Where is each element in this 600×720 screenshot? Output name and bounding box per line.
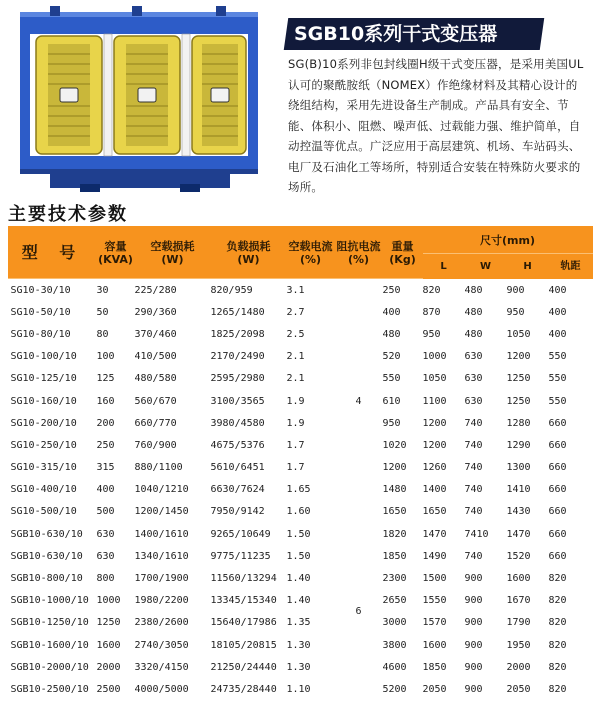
cell-model: SG10-250/10 xyxy=(10,439,77,451)
cell-no-load-loss: 3320/4150 xyxy=(134,661,189,673)
col-weight-unit: (Kg) xyxy=(389,252,416,266)
table-row xyxy=(9,434,593,456)
cell-no-load-current: 2.1 xyxy=(286,373,305,385)
col-weight-label: 重量 xyxy=(391,239,414,253)
cell-no-load-current: 1.9 xyxy=(286,417,305,429)
cell-dim-w: 900 xyxy=(464,573,483,585)
col-load-loss-unit: (W) xyxy=(237,252,260,266)
cell-dim-rail: 660 xyxy=(548,484,567,496)
cell-load-loss: 15640/17986 xyxy=(210,617,277,629)
cell-dim-w: 740 xyxy=(464,550,483,562)
cell-capacity: 400 xyxy=(96,484,115,496)
cell-weight: 5200 xyxy=(382,683,407,695)
cell-load-loss: 24735/28440 xyxy=(210,683,277,695)
cell-model: SGB10-2000/10 xyxy=(10,661,89,673)
cell-model: SGB10-1000/10 xyxy=(10,595,89,607)
cell-dim-l: 1200 xyxy=(422,439,447,451)
cell-capacity: 100 xyxy=(96,351,115,363)
cell-capacity: 1600 xyxy=(96,639,121,651)
cell-dim-rail: 550 xyxy=(548,351,567,363)
cell-weight: 4600 xyxy=(382,661,407,673)
cell-weight: 520 xyxy=(382,351,401,363)
table-row xyxy=(9,301,593,323)
col-model: 型 号 xyxy=(9,227,97,279)
transformer-photo xyxy=(10,6,268,192)
cell-dim-h: 1410 xyxy=(506,484,531,496)
cell-dim-l: 1850 xyxy=(422,661,447,673)
cell-model: SGB10-630/10 xyxy=(10,550,83,562)
cell-no-load-loss: 370/460 xyxy=(134,328,177,340)
table-row xyxy=(9,612,593,634)
cell-weight: 1820 xyxy=(382,528,407,540)
cell-dim-rail: 820 xyxy=(548,595,567,607)
cell-model: SG10-50/10 xyxy=(10,306,71,318)
cell-dim-rail: 550 xyxy=(548,395,567,407)
cell-dim-h: 1670 xyxy=(506,595,531,607)
cell-model: SG10-125/10 xyxy=(10,373,77,385)
cell-no-load-loss: 1040/1210 xyxy=(134,484,189,496)
col-no-load-current-label: 空载电流 xyxy=(288,239,333,253)
cell-no-load-current: 1.10 xyxy=(286,683,311,695)
cell-dim-rail: 400 xyxy=(548,306,567,318)
cell-dim-rail: 820 xyxy=(548,617,567,629)
cell-impedance: 6 xyxy=(355,606,362,618)
cell-dim-w: 7410 xyxy=(464,528,489,540)
cell-no-load-current: 1.30 xyxy=(286,639,311,651)
cell-dim-rail: 550 xyxy=(548,373,567,385)
cell-dim-w: 480 xyxy=(464,306,483,318)
cell-weight: 480 xyxy=(382,328,401,340)
cell-capacity: 200 xyxy=(96,417,115,429)
cell-no-load-current: 1.9 xyxy=(286,395,305,407)
col-no-load-current xyxy=(287,227,335,279)
cell-model: SG10-400/10 xyxy=(10,484,77,496)
cell-weight: 950 xyxy=(382,417,401,429)
cell-dim-h: 1200 xyxy=(506,351,531,363)
cell-load-loss: 11560/13294 xyxy=(210,573,277,585)
cell-no-load-current: 1.40 xyxy=(286,595,311,607)
cell-dim-l: 1550 xyxy=(422,595,447,607)
cell-dim-w: 900 xyxy=(464,683,483,695)
cell-no-load-loss: 660/770 xyxy=(134,417,177,429)
cell-dim-l: 820 xyxy=(422,284,441,296)
cell-dim-h: 900 xyxy=(506,284,525,296)
cell-no-load-current: 1.30 xyxy=(286,661,311,673)
cell-dim-h: 1250 xyxy=(506,373,531,385)
cell-dim-rail: 660 xyxy=(548,462,567,474)
cell-no-load-loss: 225/280 xyxy=(134,284,177,296)
table-row xyxy=(9,457,593,479)
cell-model: SG10-500/10 xyxy=(10,506,77,518)
cell-weight: 1480 xyxy=(382,484,407,496)
cell-weight: 550 xyxy=(382,373,401,385)
cell-dim-h: 1430 xyxy=(506,506,531,518)
cell-dim-rail: 660 xyxy=(548,506,567,518)
cell-dim-l: 1000 xyxy=(422,351,447,363)
cell-capacity: 2500 xyxy=(96,683,121,695)
cell-dim-h: 1300 xyxy=(506,462,531,474)
cell-dim-l: 1260 xyxy=(422,462,447,474)
cell-no-load-loss: 410/500 xyxy=(134,351,177,363)
cell-model: SG10-315/10 xyxy=(10,462,77,474)
col-no-load-loss xyxy=(135,227,211,279)
col-capacity-unit: (KVA) xyxy=(98,252,133,266)
cell-no-load-loss: 2740/3050 xyxy=(134,639,189,651)
table-row xyxy=(9,412,593,434)
cell-dim-l: 1200 xyxy=(422,417,447,429)
cell-weight: 1200 xyxy=(382,462,407,474)
cell-model: SGB10-800/10 xyxy=(10,573,83,585)
section-title: 主要技术参数 xyxy=(8,204,128,225)
cell-no-load-loss: 4000/5000 xyxy=(134,683,189,695)
cell-model: SGB10-1600/10 xyxy=(10,639,89,651)
cell-capacity: 160 xyxy=(96,395,115,407)
cell-dim-l: 1500 xyxy=(422,573,447,585)
cell-dim-w: 740 xyxy=(464,417,483,429)
cell-weight: 400 xyxy=(382,306,401,318)
cell-impedance: 4 xyxy=(355,395,362,407)
spec-table-header xyxy=(9,227,593,279)
cell-dim-l: 1470 xyxy=(422,528,447,540)
cell-load-loss: 18105/20815 xyxy=(210,639,277,651)
cell-capacity: 315 xyxy=(96,462,115,474)
cell-model: SGB10-1250/10 xyxy=(10,617,89,629)
cell-no-load-loss: 1700/1900 xyxy=(134,573,189,585)
cell-capacity: 30 xyxy=(96,284,109,296)
cell-dim-w: 740 xyxy=(464,506,483,518)
table-row xyxy=(9,678,593,700)
cell-weight: 250 xyxy=(382,284,401,296)
cell-dim-l: 1050 xyxy=(422,373,447,385)
cell-model: SG10-160/10 xyxy=(10,395,77,407)
cell-load-loss: 1825/2098 xyxy=(210,328,265,340)
cell-dim-w: 630 xyxy=(464,395,483,407)
cell-dim-rail: 820 xyxy=(548,573,567,585)
col-capacity xyxy=(97,227,135,279)
table-row xyxy=(9,634,593,656)
cell-dim-h: 1250 xyxy=(506,395,531,407)
cell-load-loss: 3980/4580 xyxy=(210,417,265,429)
col-no-load-loss-unit: (W) xyxy=(161,252,184,266)
cell-load-loss: 1265/1480 xyxy=(210,306,265,318)
cell-no-load-current: 1.35 xyxy=(286,617,311,629)
cell-no-load-loss: 1400/1610 xyxy=(134,528,189,540)
cell-dim-w: 900 xyxy=(464,639,483,651)
cell-model: SGB10-2500/10 xyxy=(10,683,89,695)
cell-capacity: 1000 xyxy=(96,595,121,607)
cell-dim-l: 1600 xyxy=(422,639,447,651)
cell-dim-rail: 660 xyxy=(548,417,567,429)
cell-no-load-loss: 2380/2600 xyxy=(134,617,189,629)
cell-capacity: 125 xyxy=(96,373,115,385)
cell-no-load-current: 3.1 xyxy=(286,284,305,296)
cell-dim-h: 1790 xyxy=(506,617,531,629)
cell-no-load-current: 1.50 xyxy=(286,550,311,562)
cell-dim-l: 1400 xyxy=(422,484,447,496)
table-row xyxy=(9,479,593,501)
cell-capacity: 2000 xyxy=(96,661,121,673)
cell-no-load-loss: 1980/2200 xyxy=(134,595,189,607)
cell-dim-l: 1100 xyxy=(422,395,447,407)
col-no-load-loss-label: 空载损耗 xyxy=(150,239,195,253)
cell-no-load-loss: 290/360 xyxy=(134,306,177,318)
cell-weight: 2650 xyxy=(382,595,407,607)
table-row xyxy=(9,567,593,589)
cell-no-load-current: 1.40 xyxy=(286,573,311,585)
cell-no-load-loss: 1200/1450 xyxy=(134,506,189,518)
cell-dim-l: 950 xyxy=(422,328,441,340)
cell-no-load-current: 1.7 xyxy=(286,439,305,451)
cell-no-load-current: 2.5 xyxy=(286,328,305,340)
cell-load-loss: 820/959 xyxy=(210,284,253,296)
col-impedance-unit: (%) xyxy=(347,252,370,266)
cell-no-load-loss: 880/1100 xyxy=(134,462,183,474)
cell-capacity: 630 xyxy=(96,550,115,562)
table-row xyxy=(9,590,593,612)
cell-dim-l: 1650 xyxy=(422,506,447,518)
cell-model: SG10-200/10 xyxy=(10,417,77,429)
cell-no-load-loss: 760/900 xyxy=(134,439,177,451)
cell-load-loss: 5610/6451 xyxy=(210,462,265,474)
cell-dim-h: 1520 xyxy=(506,550,531,562)
cell-weight: 1850 xyxy=(382,550,407,562)
cell-dim-l: 870 xyxy=(422,306,441,318)
cell-dim-w: 740 xyxy=(464,484,483,496)
spec-table xyxy=(8,226,593,701)
cell-load-loss: 2595/2980 xyxy=(210,373,265,385)
spec-table-body xyxy=(9,279,593,701)
cell-load-loss: 7950/9142 xyxy=(210,506,265,518)
cell-dim-rail: 820 xyxy=(548,639,567,651)
cell-no-load-loss: 560/670 xyxy=(134,395,177,407)
cell-no-load-current: 1.65 xyxy=(286,484,311,496)
cell-load-loss: 3100/3565 xyxy=(210,395,265,407)
product-title: SGB10系列干式变压器 xyxy=(294,23,498,45)
table-row xyxy=(9,346,593,368)
cell-dim-w: 480 xyxy=(464,328,483,340)
cell-load-loss: 4675/5376 xyxy=(210,439,265,451)
cell-dim-w: 900 xyxy=(464,661,483,673)
col-weight xyxy=(383,227,423,279)
table-row xyxy=(9,390,593,412)
table-row xyxy=(9,279,593,302)
col-dim-rail: 轨距 xyxy=(549,254,593,279)
cell-dim-h: 950 xyxy=(506,306,525,318)
col-dim-h: H xyxy=(507,254,549,279)
cell-dim-rail: 660 xyxy=(548,439,567,451)
cell-weight: 1020 xyxy=(382,439,407,451)
col-dim-l: L xyxy=(423,254,465,279)
cell-dim-h: 2050 xyxy=(506,683,531,695)
cell-weight: 1650 xyxy=(382,506,407,518)
hero-section xyxy=(0,0,600,200)
cell-load-loss: 21250/24440 xyxy=(210,661,277,673)
cell-capacity: 500 xyxy=(96,506,115,518)
cell-capacity: 250 xyxy=(96,439,115,451)
cell-dim-w: 900 xyxy=(464,617,483,629)
cell-no-load-current: 1.50 xyxy=(286,528,311,540)
cell-capacity: 1250 xyxy=(96,617,121,629)
col-dimensions: 尺寸(mm) xyxy=(423,227,593,254)
cell-no-load-loss: 1340/1610 xyxy=(134,550,189,562)
col-impedance-label: 阻抗电流 xyxy=(336,239,381,253)
cell-dim-w: 630 xyxy=(464,351,483,363)
product-description: SG(B)10系列非包封线圈H级干式变压器，是采用美国UL认可的聚酰胺纸（NOMEX）作绝缘材料及其精心设计的绕组结构，采用先进设备生产制成。产品具有安全、节能、体积小、阻燃、噪声低、过载能力强、维护简单，自动控温等优点。广泛应用于高层建筑、机场、车站码头、电厂及石油化工等场所，特别适合安装在特殊防火要求的场所。 xyxy=(288,57,584,194)
cell-dim-l: 1490 xyxy=(422,550,447,562)
table-row xyxy=(9,323,593,345)
cell-weight: 3800 xyxy=(382,639,407,651)
cell-dim-h: 2000 xyxy=(506,661,531,673)
cell-dim-w: 630 xyxy=(464,373,483,385)
cell-load-loss: 2170/2490 xyxy=(210,351,265,363)
cell-model: SGB10-630/10 xyxy=(10,528,83,540)
cell-no-load-current: 2.7 xyxy=(286,306,305,318)
cell-no-load-current: 1.7 xyxy=(286,462,305,474)
cell-capacity: 80 xyxy=(96,328,109,340)
cell-capacity: 630 xyxy=(96,528,115,540)
table-row xyxy=(9,501,593,523)
cell-weight: 610 xyxy=(382,395,401,407)
cell-dim-rail: 660 xyxy=(548,550,567,562)
cell-model: SG10-30/10 xyxy=(10,284,71,296)
product-title-bar xyxy=(284,18,544,50)
cell-capacity: 50 xyxy=(96,306,109,318)
cell-dim-l: 1570 xyxy=(422,617,447,629)
transformer-illustration xyxy=(10,6,268,192)
cell-dim-h: 1470 xyxy=(506,528,531,540)
col-no-load-current-unit: (%) xyxy=(299,252,322,266)
col-dim-w: W xyxy=(465,254,507,279)
cell-capacity: 800 xyxy=(96,573,115,585)
cell-dim-rail: 660 xyxy=(548,528,567,540)
cell-weight: 3000 xyxy=(382,617,407,629)
col-load-loss-label: 负载损耗 xyxy=(226,239,271,253)
cell-model: SG10-100/10 xyxy=(10,351,77,363)
cell-dim-w: 740 xyxy=(464,462,483,474)
cell-dim-h: 1280 xyxy=(506,417,531,429)
cell-load-loss: 13345/15340 xyxy=(210,595,277,607)
cell-dim-w: 900 xyxy=(464,595,483,607)
cell-load-loss: 9775/11235 xyxy=(210,550,271,562)
cell-dim-w: 480 xyxy=(464,284,483,296)
cell-dim-h: 1290 xyxy=(506,439,531,451)
table-row xyxy=(9,656,593,678)
col-impedance xyxy=(335,227,383,279)
cell-load-loss: 9265/10649 xyxy=(210,528,271,540)
cell-dim-rail: 400 xyxy=(548,328,567,340)
cell-dim-h: 1950 xyxy=(506,639,531,651)
cell-dim-rail: 400 xyxy=(548,284,567,296)
cell-dim-l: 2050 xyxy=(422,683,447,695)
cell-dim-w: 740 xyxy=(464,439,483,451)
cell-model: SG10-80/10 xyxy=(10,328,71,340)
table-row xyxy=(9,523,593,545)
table-row xyxy=(9,368,593,390)
cell-dim-rail: 820 xyxy=(548,683,567,695)
col-capacity-label: 容量 xyxy=(104,239,127,253)
col-load-loss xyxy=(211,227,287,279)
cell-weight: 2300 xyxy=(382,573,407,585)
cell-no-load-current: 2.1 xyxy=(286,351,305,363)
cell-dim-rail: 820 xyxy=(548,661,567,673)
cell-dim-h: 1600 xyxy=(506,573,531,585)
cell-dim-h: 1050 xyxy=(506,328,531,340)
cell-no-load-current: 1.60 xyxy=(286,506,311,518)
cell-no-load-loss: 480/580 xyxy=(134,373,177,385)
cell-load-loss: 6630/7624 xyxy=(210,484,265,496)
table-row xyxy=(9,545,593,567)
